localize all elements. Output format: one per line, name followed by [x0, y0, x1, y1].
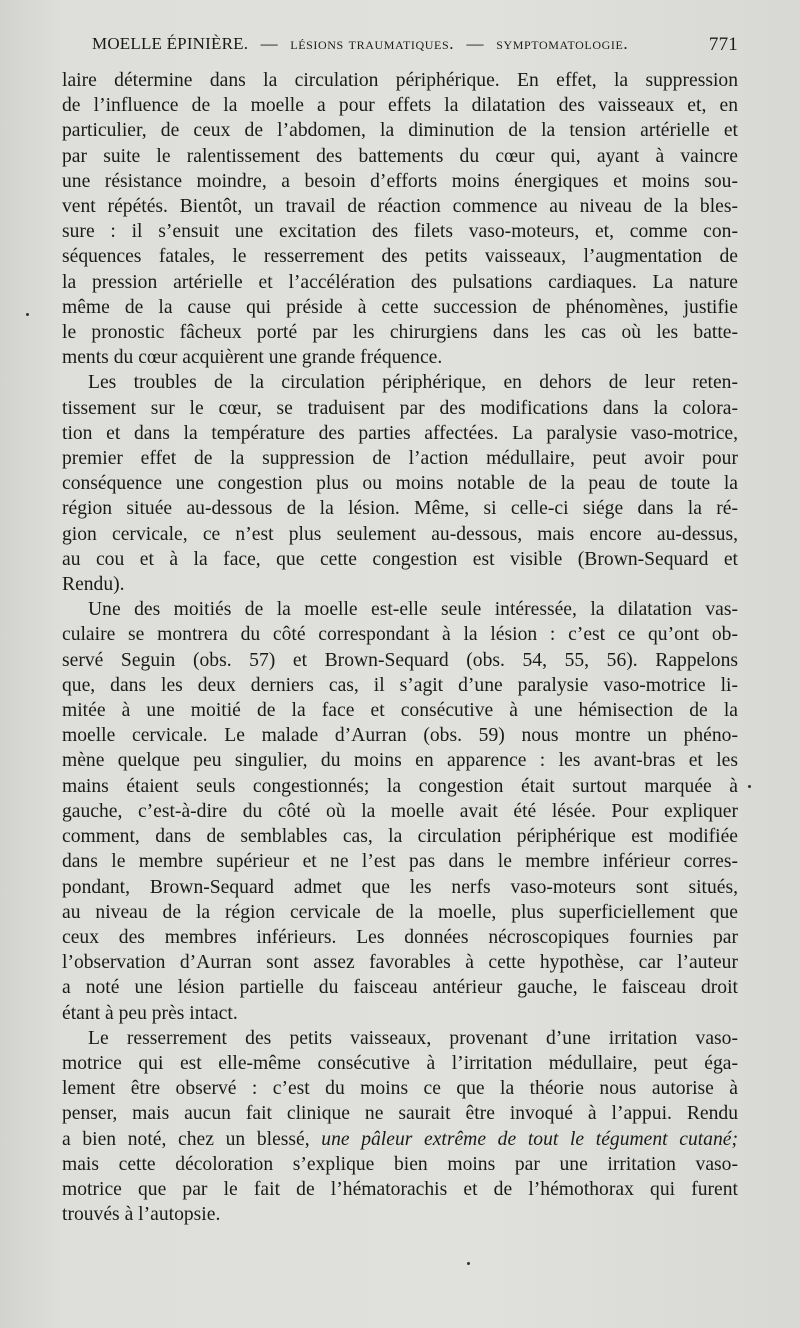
text-line: penser, mais aucun fait clinique ne saurait être invoqué à l’appui. Rendu: [62, 1103, 738, 1125]
text-line: le pronostic fâcheux porté par les chirurgiens dans les cas où les batte-: [62, 322, 738, 344]
paragraph: [62, 597, 738, 1025]
text-line: moelle cervicale. Le malade d’Aurran (obs. 59) nous montre un phéno-: [62, 725, 738, 747]
text-line: ments du cœur acquièrent une grande fréquence.: [62, 347, 443, 369]
text-line: sure : il s’ensuit une excitation des filets vaso-moteurs, et, comme con-: [62, 221, 738, 243]
header-title: MOELLE ÉPINIÈRE.: [92, 34, 249, 53]
text-line: Les troubles de la circulation périphérique, en dehors de leur reten-: [88, 372, 738, 394]
text-line: conséquence une congestion plus ou moins notable de la peau de toute la: [62, 473, 738, 495]
margin-speck: [26, 313, 29, 316]
text-line: au cou et à la face, que cette congestion est visible (Brown-Sequard et: [62, 548, 738, 570]
text-line: l’observation d’Aurran sont assez favorables à cette hypothèse, car l’auteur: [62, 952, 738, 974]
text-line: a bien noté, chez un blessé, une pâleur extrême de tout le tégument cutané;: [62, 1128, 738, 1150]
page-number: 771: [708, 34, 738, 55]
text-line: gion cervicale, ce n’est plus seulement au-dessous, mais encore au-dessus,: [62, 523, 738, 545]
margin-speck: [467, 1262, 470, 1265]
paragraph: [62, 1026, 738, 1228]
text-line: laire détermine dans la circulation périphérique. En effet, la suppression: [62, 70, 738, 91]
paragraph: [62, 370, 738, 597]
text-line: tissement sur le cœur, se traduisent par des modifications dans la colora-: [62, 397, 738, 419]
header-subsection: symptomatologie.: [496, 34, 629, 53]
text-line: a noté une lésion partielle du faisceau antérieur gauche, le faisceau droit: [62, 977, 738, 999]
text-line: étant à peu près intact.: [62, 1002, 238, 1024]
text-line: comment, dans de semblables cas, la circulation périphérique est modifiée: [62, 826, 738, 848]
text-line: premier effet de la suppression de l’action médullaire, peut avoir pour: [62, 448, 738, 470]
text-line: mains étaient seuls congestionnés; la congestion était surtout marquée à: [62, 775, 738, 797]
text-line: la pression artérielle et l’accélération des pulsations cardiaques. La nature: [62, 271, 738, 293]
text-line: pondant, Brown-Sequard admet que les nerfs vaso-moteurs sont situés,: [62, 876, 738, 898]
text-line: servé Seguin (obs. 57) et Brown-Sequard (obs. 54, 55, 56). Rappelons: [62, 649, 738, 671]
margin-speck: [748, 785, 751, 788]
text-line: Rendu).: [62, 574, 125, 596]
header-section: lésions traumatiques.: [290, 34, 455, 53]
paragraph: [62, 68, 738, 370]
body-text: [62, 68, 738, 1227]
text-line: motrice qui est elle-même consécutive à l’irritation médullaire, peut éga-: [62, 1052, 738, 1074]
text-line: au niveau de la région cervicale de la moelle, plus superficiellement que: [62, 901, 738, 923]
text-line: tion et dans la température des parties affectées. La paralysie vaso-motrice,: [62, 422, 738, 444]
text-line: culaire se montrera du côté correspondant à la lésion : c’est ce qu’ont ob-: [62, 624, 738, 646]
text-line: séquences fatales, le resserrement des petits vaisseaux, l’augmentation de: [62, 246, 738, 268]
text-line: Le resserrement des petits vaisseaux, provenant d’une irritation vaso-: [88, 1027, 738, 1049]
text-line: par suite le ralentissement des battements du cœur qui, ayant à vaincre: [62, 145, 738, 167]
text-line: vent répétés. Bientôt, un travail de réaction commence au niveau de la bles-: [62, 196, 738, 218]
text-line: trouvés à l’autopsie.: [62, 1204, 221, 1226]
text-line: Une des moitiés de la moelle est-elle seule intéressée, la dilatation vas-: [88, 599, 738, 621]
text-line: une résistance moindre, a besoin d’efforts moins énergiques et moins sou-: [62, 170, 738, 192]
text-line: que, dans les deux derniers cas, il s’agit d’une paralysie vaso-motrice li-: [62, 674, 738, 696]
running-header: [92, 34, 738, 54]
text-line: lement être observé : c’est du moins ce que la théorie nous autorise à: [62, 1078, 738, 1100]
text-line: mais cette décoloration s’explique bien moins par une irritation vaso-: [62, 1153, 738, 1175]
text-line: mitée à une moitié de la face et consécutive à une hémisection de la: [62, 700, 738, 722]
text-line: mène quelque peu singulier, du moins en apparence : les avant-bras et les: [62, 750, 738, 772]
text-line: motrice que par le fait de l’hématorachis et de l’hémothorax qui furent: [62, 1178, 738, 1200]
text-line: ceux des membres inférieurs. Les données nécroscopiques fournies par: [62, 926, 738, 948]
text-line: région située au-dessous de la lésion. Même, si celle-ci siége dans la ré-: [62, 498, 738, 520]
text-line: de l’influence de la moelle a pour effets la dilatation des vaisseaux et, en: [62, 95, 738, 117]
text-line: dans le membre supérieur et ne l’est pas dans le membre inférieur corres-: [62, 851, 738, 873]
text-line: gauche, c’est-à-dire du côté où la moelle avait été lésée. Pour expliquer: [62, 800, 738, 822]
header-dash: —: [466, 34, 484, 53]
header-dash: —: [260, 34, 278, 53]
text-line: même de la cause qui préside à cette succession de phénomènes, justifie: [62, 296, 738, 318]
text-line: particulier, de ceux de l’abdomen, la diminution de la tension artérielle et: [62, 120, 738, 142]
